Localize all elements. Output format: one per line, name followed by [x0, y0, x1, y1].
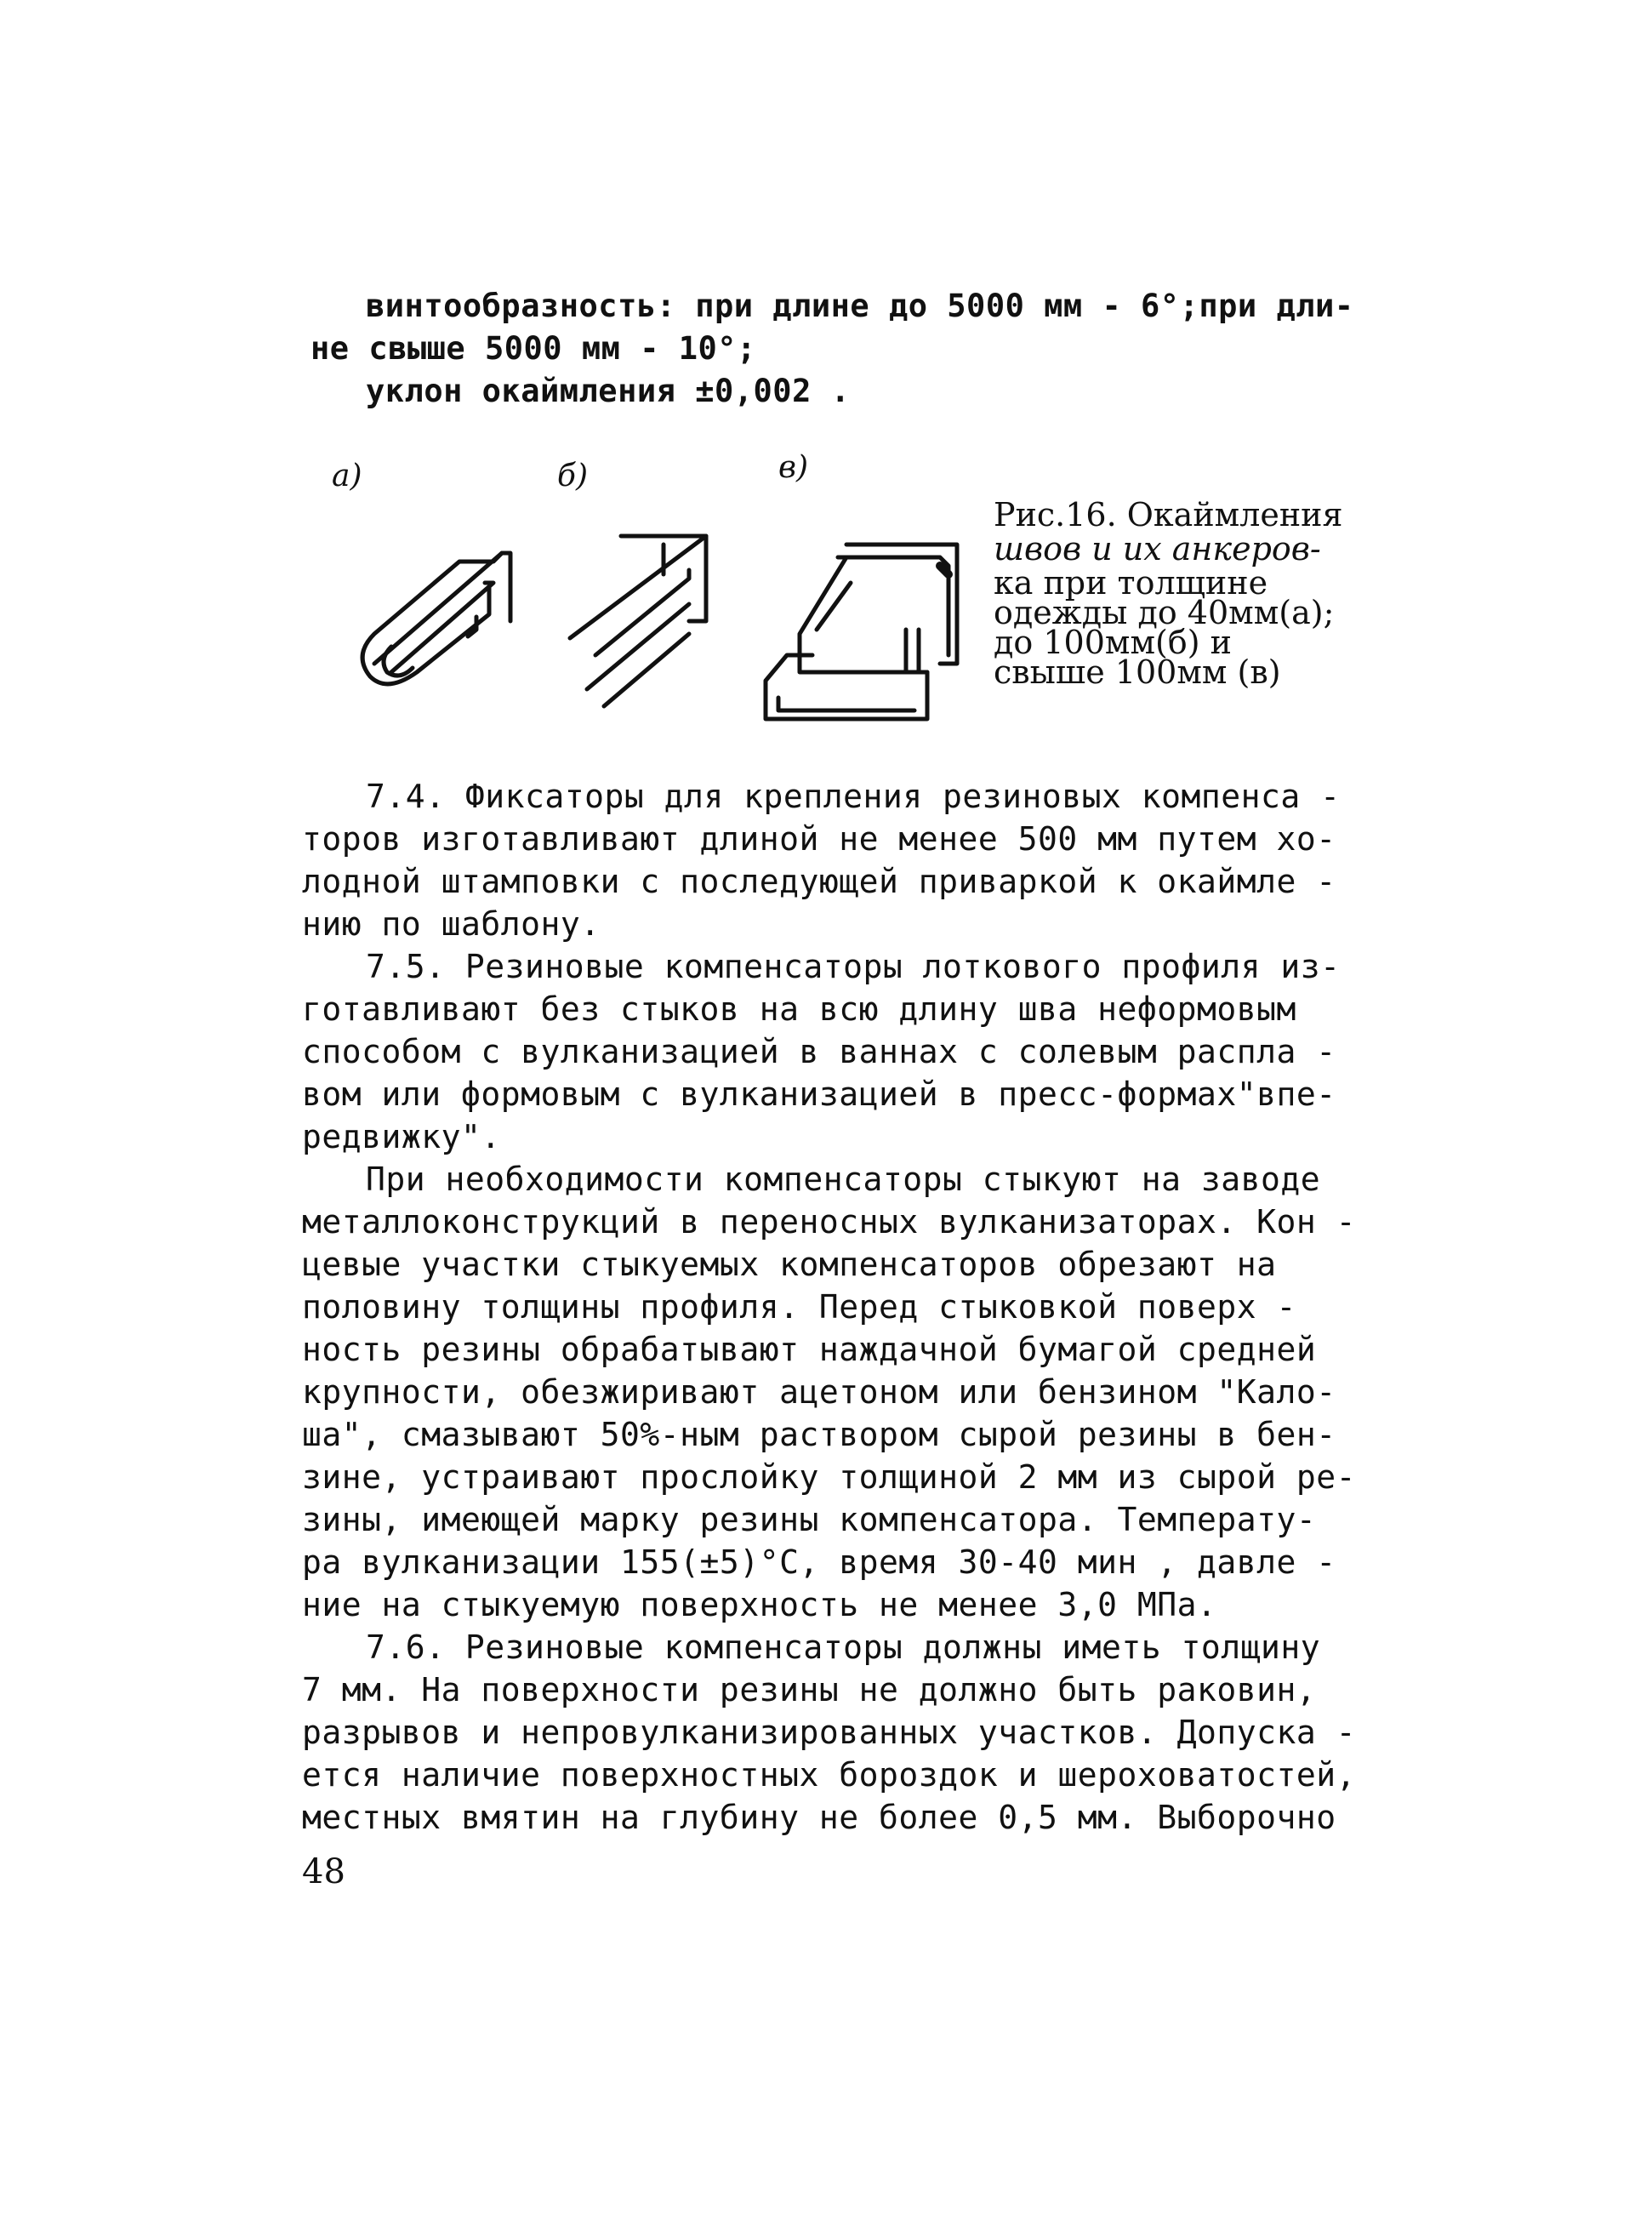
figure-label-a: а) — [332, 459, 362, 493]
body-line-9: редвижку". — [302, 1118, 501, 1155]
body-line-19: ра вулканизации 155(±5)°С, время 30-40 мин , давле - — [302, 1543, 1336, 1581]
body-line-12: цевые участки стыкуемых компенсаторов обрезают на — [302, 1246, 1277, 1283]
text-line-top-2: не свыше 5000 мм - 10°; — [310, 330, 756, 367]
figure-b-drawing — [561, 536, 732, 706]
figure-caption-line-2: швов и их анкеров- — [994, 530, 1321, 568]
body-line-13: половину толщины профиля. Перед стыковкой поверх - — [302, 1288, 1296, 1326]
body-line-22: 7 мм. На поверхности резины не должно быть раковин, — [302, 1671, 1317, 1708]
text-line-top-3: уклон окаймления ±0,002 . — [366, 373, 851, 409]
body-line-2: торов изготавливают длиной не менее 500 мм путем хо- — [302, 820, 1336, 858]
body-line-15: крупности, обезжиривают ацетоном или бензином "Кало- — [302, 1373, 1336, 1411]
figure-a-drawing — [340, 536, 544, 706]
body-line-10: При необходимости компенсаторы стыкуют на заводе — [366, 1161, 1321, 1198]
body-line-20: ние на стыкуемую поверхность не менее 3,0 МПа. — [302, 1586, 1217, 1623]
figure-caption-line-5: до 100мм(б) и — [994, 624, 1232, 661]
figure-caption-line-4: одежды до 40мм(а); — [994, 594, 1335, 631]
body-line-5: 7.5. Резиновые компенсаторы лоткового профиля из- — [366, 948, 1341, 985]
figure-v-drawing — [749, 536, 970, 732]
body-line-24: ется наличие поверхностных бороздок и шероховатостей, — [302, 1756, 1357, 1794]
body-line-21: 7.6. Резиновые компенсаторы должны иметь толщину — [366, 1629, 1321, 1666]
body-line-1: 7.4. Фиксаторы для крепления резиновых компенса - — [366, 778, 1341, 815]
body-line-6: готавливают без стыков на всю длину шва неформовым — [302, 990, 1296, 1028]
figure-label-b: б) — [557, 459, 589, 493]
figure-caption-line-3: ка при толщине — [994, 564, 1268, 602]
figure-caption-line-6: свыше 100мм (в) — [994, 653, 1281, 691]
figure-caption-line-1: Рис.16. Окаймления — [994, 496, 1343, 533]
body-line-7: способом с вулканизацией в ваннах с солевым распла - — [302, 1033, 1336, 1070]
body-line-3: лодной штамповки с последующей приваркой к окаймле - — [302, 863, 1336, 900]
body-line-25: местных вмятин на глубину не более 0,5 мм. Выборочно — [302, 1799, 1336, 1836]
text-line-top-1: винтообразность: при длине до 5000 мм - 6°;при дли- — [366, 288, 1354, 324]
body-line-14: ность резины обрабатывают наждачной бумагой средней — [302, 1331, 1317, 1368]
body-line-4: нию по шаблону. — [302, 905, 601, 943]
body-line-18: зины, имеющей марку резины компенсатора. Температу- — [302, 1501, 1317, 1538]
body-line-11: металлоконструкций в переносных вулканизаторах. Кон - — [302, 1203, 1357, 1241]
body-line-8: вом или формовым с вулканизацией в пресс-формах"впе- — [302, 1075, 1336, 1113]
body-line-16: ша", смазывают 50%-ным раствором сырой резины в бен- — [302, 1416, 1336, 1453]
figure-label-v: в) — [778, 450, 808, 485]
page-number: 48 — [302, 1852, 345, 1891]
body-line-17: зине, устраивают прослойку толщиной 2 мм из сырой ре- — [302, 1458, 1357, 1496]
body-line-23: разрывов и непровулканизированных участков. Допуска - — [302, 1714, 1357, 1751]
